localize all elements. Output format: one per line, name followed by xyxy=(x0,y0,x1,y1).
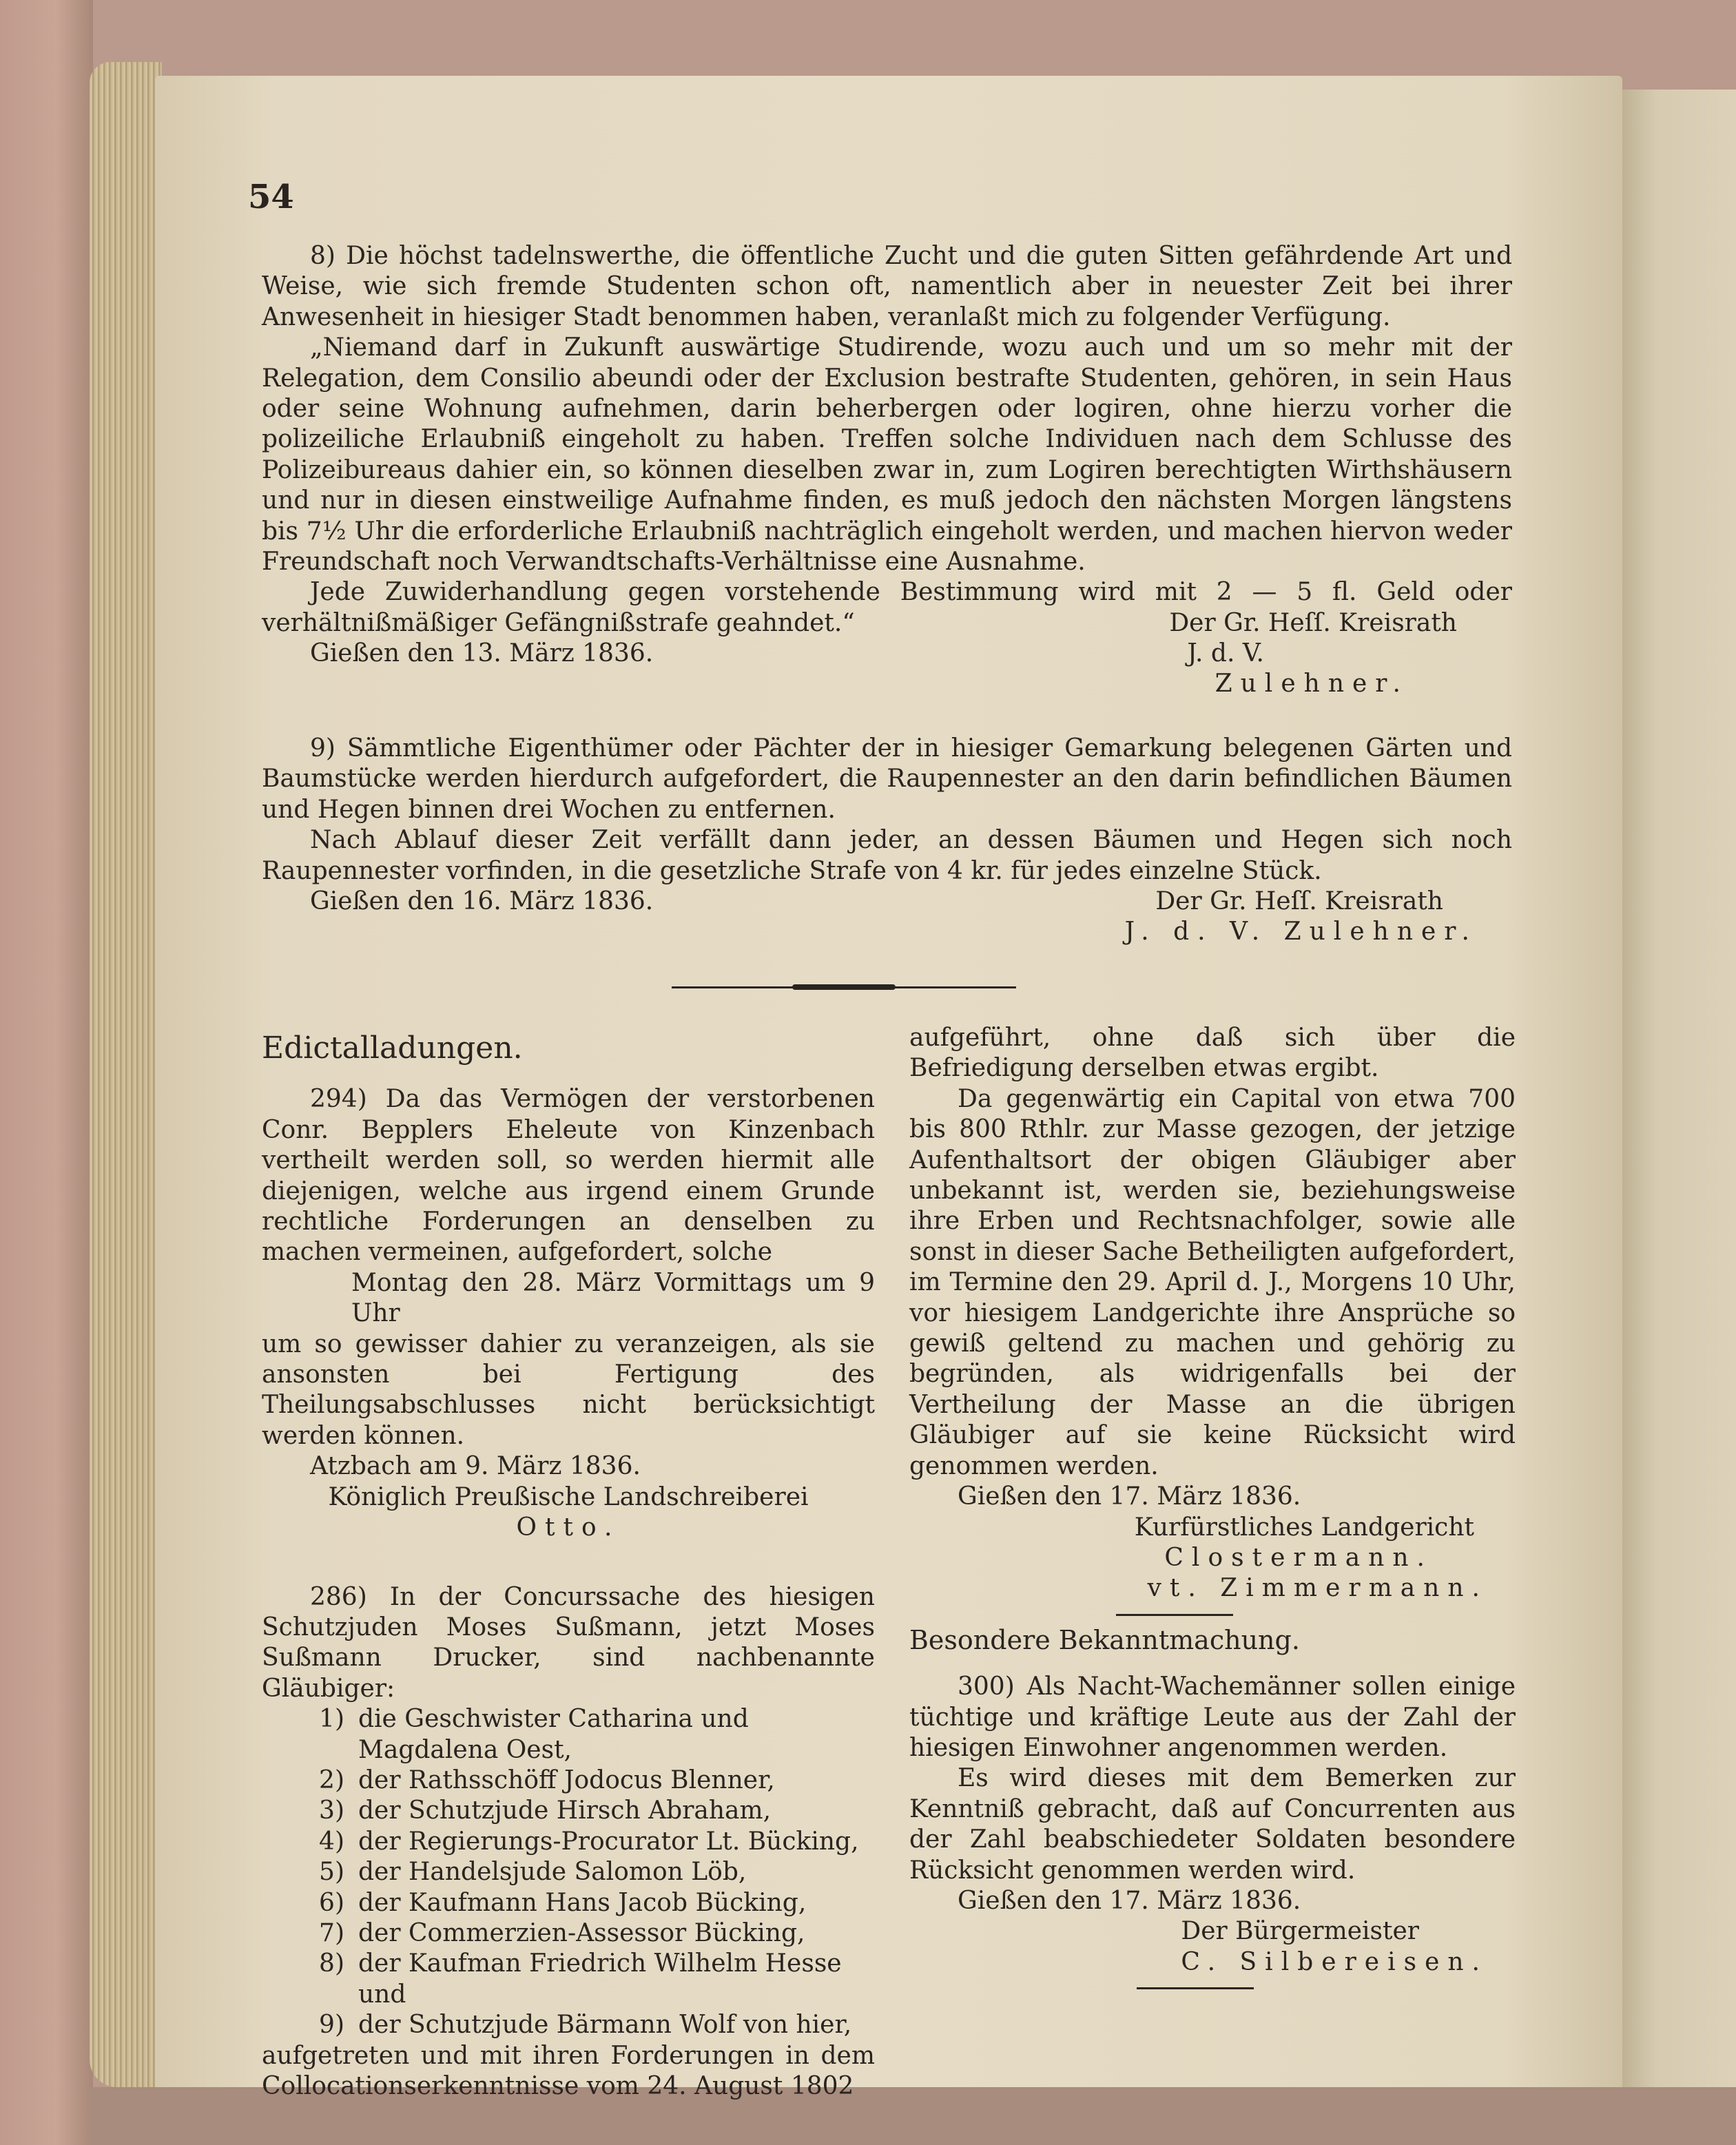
notice-8-para-1: 8) Die höchst tadelnswerthe, die öffentliche Zucht und die guten Sitten gefährdende Art und Weise, wie sich fremde Studenten schon oft, namentlich aber in neuester Zeit bei ihrer Anwesenheit in hiesiger Stadt benommen haben, veranlaßt mich zu folgender Verfügung. xyxy=(262,242,1512,331)
creditor-item: 3) der Schutzjude Hirsch Abraham, xyxy=(319,1796,772,1825)
page-number: 54 xyxy=(248,178,294,216)
notice-300-para-2: Es wird dieses mit dem Bemerken zur Kenntniß gebracht, daß auf Concurrenten aus der Zahl beabschiedeter Soldaten besondere Rücksicht genommen werden wird. xyxy=(909,1764,1516,1885)
notice-286-signer-2: vt. Zimmermann. xyxy=(1147,1574,1488,1603)
notice-294-place-date: Atzbach am 9. März 1836. xyxy=(310,1452,641,1481)
notice-300-signer: C. Silbereisen. xyxy=(1181,1947,1488,1976)
creditor-item: 6) der Kaufmann Hans Jacob Bücking, xyxy=(319,1888,807,1917)
column-divider xyxy=(1116,1614,1233,1616)
notice-8-signer-abbr: J. d. V. xyxy=(1187,639,1264,668)
notice-294-signer: Otto. xyxy=(516,1513,621,1542)
notice-8-signer-name: Zulehner. xyxy=(1215,670,1409,698)
right-column xyxy=(909,1023,1516,1998)
page-edges xyxy=(90,62,162,2087)
notice-8-place-date: Gießen den 13. März 1836. xyxy=(310,639,654,668)
creditor-item: 9) der Schutzjude Bärmann Wolf von hier, xyxy=(319,2011,852,2040)
notice-8-signer-title: Der Gr. Heſſ. Kreisrath xyxy=(1169,609,1457,638)
creditor-item: 5) der Handelsjude Salomon Löb, xyxy=(319,1858,747,1887)
notice-286-continuation: aufgeführt, ohne daß sich über die Befriedigung derselben etwas ergibt. xyxy=(909,1024,1516,1083)
notice-286-place-date: Gießen den 17. März 1836. xyxy=(958,1482,1301,1511)
creditor-item: 7) der Commerzien-Assessor Bücking, xyxy=(319,1918,805,1947)
notice-294-text-2: um so gewisser dahier zu veranzeigen, als sie ansonsten bei Fertigung des Theilungsabschlusses nicht berücksichtigt werden können. xyxy=(262,1329,875,1450)
left-column xyxy=(262,1030,875,2102)
notice-300-text: 300) Als Nacht-Wachemänner sollen einige tüchtige und kräftige Leute aus der Zahl der hiesigen Einwohner angenommen werden. xyxy=(909,1672,1516,1762)
creditor-item: 8) der Kaufman Friedrich Wilhelm Hesse und xyxy=(319,1949,842,2009)
notice-300-signer-title: Der Bürgermeister xyxy=(1181,1917,1419,1946)
notice-8-para-2: „Niemand darf in Zukunft auswärtige Studirende, wozu auch und um so mehr mit der Relegation, dem Consilio abeundi oder der Exclusion bestrafte Studenten, gehören, in sein Haus oder seine Wohnung aufnehmen, darin beherbergen oder logiren, ohne hierzu vorher die polizeiliche Erlaubniß eingeholt zu haben. Treffen solche Individuen nach dem Schlusse des Polizeibureaus dahier ein, so können dieselben zwar in, zum Logiren berechtigten Wirthshäusern und nur in diesen einstweilige Aufnahme finden, es muß jedoch den nächsten Morgen längstens bis 7½ Uhr die erforderliche Erlaubniß nachträglich eingeholt werden, und machen hiervon weder Freundschaft noch Verwandtschafts-Verhältnisse eine Ausnahme. xyxy=(262,333,1512,577)
notice-286-para-2: Da gegenwärtig ein Capital von etwa 700 bis 800 Rthlr. zur Masse gezogen, der jetzige Aufenthaltsort der obigen Gläubiger aber unbekannt ist, werden sie, beziehungsweise ihre Erben und Rechtsnachfolger, sowie alle sonst in dieser Sache Betheiligten aufgefordert, im Termine den 29. April d. J., Morgens 10 Uhr, vor hiesigem Landgerichte ihre Ansprüche so gewiß geltend zu machen und gehörig zu begründen, als widrigenfalls bei der Vertheilung der Masse an die übrigen Gläubiger auf sie keine Rücksicht wird genommen werden. xyxy=(909,1084,1516,1480)
notice-9 xyxy=(262,734,1512,949)
notice-300-place-date: Gießen den 17. März 1836. xyxy=(958,1886,1301,1915)
notice-9-place-date: Gießen den 16. März 1836. xyxy=(310,887,654,916)
notice-9-signer-title: Der Gr. Heſſ. Kreisrath xyxy=(1155,887,1443,916)
section-divider-center xyxy=(792,984,896,990)
notice-286-signer-1: Clostermann. xyxy=(1164,1543,1433,1572)
bottom-divider xyxy=(1137,1987,1254,1989)
creditor-item: 1) die Geschwister Catharina und Magdalena Oest, xyxy=(319,1705,749,1764)
notice-286-closing: aufgetreten und mit ihren Forderungen in dem Collocationserkenntnisse vom 24. August 1802 xyxy=(262,2041,875,2100)
notice-294-date: Montag den 28. März Vormittags um 9 Uhr xyxy=(351,1268,875,1328)
notice-8-para-3: Jede Zuwiderhandlung gegen vorstehende Bestimmung wird mit 2 — 5 fl. Geld oder verhältnißmäßiger Gefängnißstrafe geahndet.“ xyxy=(262,578,1512,637)
notice-294-authority: Königlich Preußische Landschreiberei xyxy=(328,1482,809,1511)
notice-9-signer: J. d. V. Zulehner. xyxy=(1124,918,1478,946)
creditor-list xyxy=(262,1704,875,2040)
notice-9-para-2: Nach Ablauf dieser Zeit verfällt dann jeder, an dessen Bäumen und Hegen sich noch Raupennester vorfinden, in die gesetzliche Strafe von 4 kr. für jedes einzelne Stück. xyxy=(262,826,1512,885)
besondere-heading: Besondere Bekanntmachung. xyxy=(909,1624,1300,1655)
notice-8 xyxy=(262,241,1512,701)
left-book-cover xyxy=(0,0,93,2145)
facing-page-edge xyxy=(1622,90,1736,2087)
creditor-item: 4) der Regierungs-Procurator Lt. Bücking, xyxy=(319,1827,859,1856)
notice-286-intro: 286) In der Concurssache des hiesigen Schutzjuden Moses Sußmann, jetzt Moses Sußmann Drucker, sind nachbenannte Gläubiger: xyxy=(262,1582,875,1703)
notice-294-text: 294) Da das Vermögen der verstorbenen Conr. Bepplers Eheleute von Kinzenbach vertheilt werden soll, so werden hiermit alle diejenigen, welche aus irgend einem Grunde rechtliche Forderungen an denselben zu machen vermeinen, aufgefordert, solche xyxy=(262,1085,875,1267)
edictal-heading: Edictalladungen. xyxy=(262,1030,523,1066)
notice-286-authority: Kurfürstliches Landgericht xyxy=(1134,1513,1474,1542)
notice-9-para-1: 9) Sämmtliche Eigenthümer oder Pächter der in hiesiger Gemarkung belegenen Gärten und Baumstücke werden hierdurch aufgefordert, die Raupennester an den darin befindlichen Bäumen und Hegen binnen drei Wochen zu entfernen. xyxy=(262,734,1512,824)
creditor-item: 2) der Rathsschöff Jodocus Blenner, xyxy=(319,1765,775,1794)
